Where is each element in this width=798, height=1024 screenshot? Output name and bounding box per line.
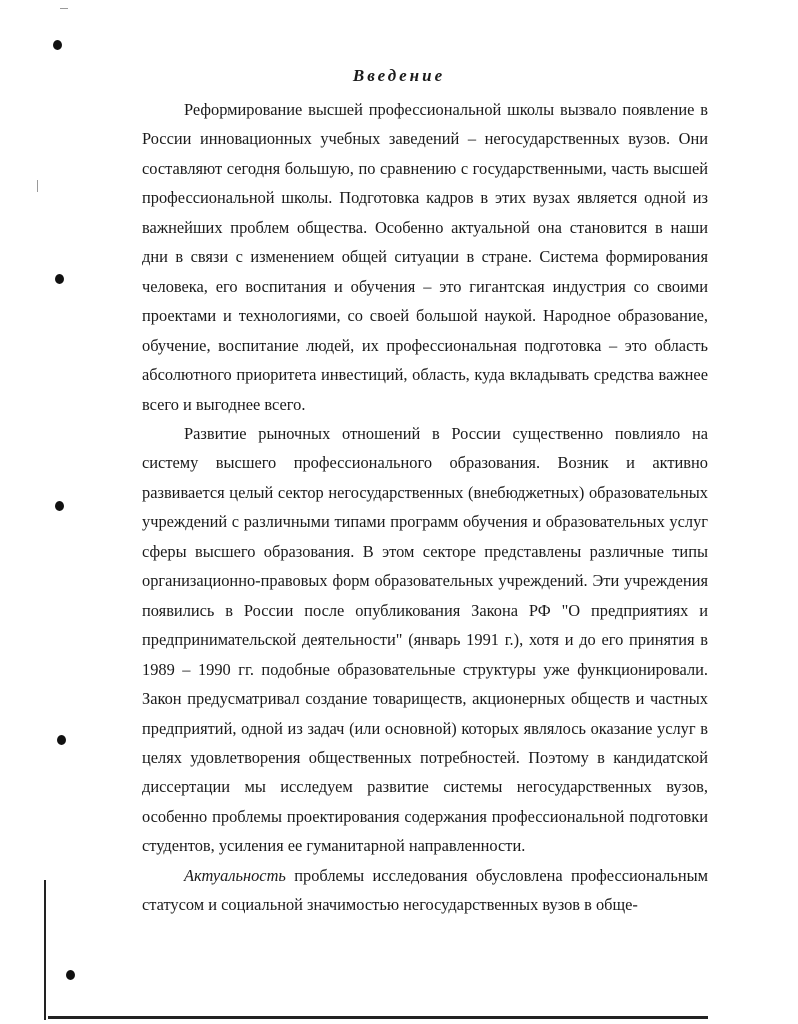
- scan-edge: [44, 880, 46, 1020]
- paragraph-text: проблемы исследования обусловлена профессиональным статусом и социальной значимостью негосударственных вузов в обще-: [142, 865, 708, 915]
- scan-artifact: [60, 8, 68, 9]
- binder-hole-mark: [57, 735, 66, 745]
- page-title: Введение: [352, 66, 446, 85]
- binder-hole-mark: [55, 274, 64, 284]
- binder-hole-mark: [55, 501, 64, 511]
- paragraph: Реформирование высшей профессиональной школы вызвало появление в России инновационных учебных заведений – негосударственных вузов. Они составляют сегодня большую, по сравнению с государственными, часть высшей профессиональной школы. Подготовка кадров в этих вузах является одной из важнейших проблем общества. Особенно актуальной она становится в наши дни в связи с изменением общей ситуации в стране. Система формирования человека, его воспитания и обучения – это гигантская индустрия со своими проектами и технологиями, со своей большой наукой. Народное образование, обучение, воспитание людей, их профессиональная подготовка – это область абсолютного приоритета инвестиций, область, куда вкладывать средства важнее всего и выгоднее всего.: [142, 100, 708, 414]
- body-text: [142, 95, 708, 920]
- binder-hole-mark: [53, 40, 62, 50]
- term-emphasis: Актуальность: [184, 865, 286, 885]
- binder-hole-mark: [66, 970, 75, 980]
- scan-artifact: [37, 180, 38, 192]
- paragraph: [142, 861, 708, 920]
- paragraph: Развитие рыночных отношений в России существенно повлияло на систему высшего профессионального образования. Возник и активно развивается целый сектор негосударственных (внебюджетных) образовательных учреждений с различными типами программ обучения и образовательных услуг сферы высшего образования. В этом секторе представлены различные типы организационно-правовых форм образовательных учреждений. Эти учреждения появились в России после опубликования Закона РФ "О предприятиях и предпринимательской деятельности" (январь 1991 г.), хотя и до его принятия в 1989 – 1990 гг. подобные образовательные структуры уже функционировали. Закон предусматривал создание товариществ, акционерных обществ и частных предприятий, одной из задач (или основной) которых являлось оказание услуг в целях удовлетворения общественных потребностей. Поэтому в кандидатской диссертации мы исследуем развитие системы негосударственных вузов, особенно проблемы проектирования содержания профессиональной подготовки студентов, усиления ее гуманитарной направленности.: [142, 423, 708, 856]
- scan-edge: [48, 1016, 708, 1019]
